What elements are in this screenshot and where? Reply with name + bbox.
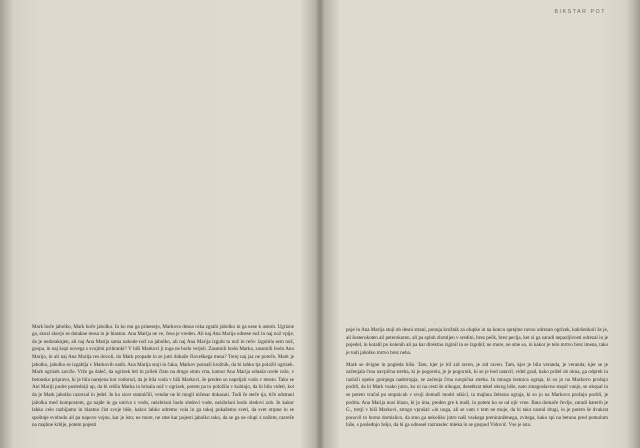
paragraph: Mark se dvigne in pogleda hišo. Tam, kjer je bil zid raven, je zid raven. Tam, kjer je bila veranda, je veranda; kjer se je začenjala črna navpična streha, ki je pogorela, je je pogornik, ki se je bod ustavil, videl grad, kako prišel ob okna, ga odpreh in razloži opeko gornjega nadstropja, se začenja črna navpična streha. In mnoga lestnica ograja, ki so jo na Markovo prošnjo podrli, da bi Mark vsako jutro, ko ni na cesti še nikogar, desetkrat tekel okrog hiše, nato zmagoslavno stopil vanjo, se okopal in se potem vračal po stopnicah v svoji domači modri nikici, ta majhna železna ograja, ki so jo na Markovo prošnjo podrli, je podrta. Ana Marija nosi blazo, ki jo ima, preden gre k mašl, in potem ko se od njir vrne. Bata domače čevlje, zaradi katerih je G., tretji v hiši Markovi, strogo vprašal: »in noga, ali se vam v tem ne moje, da bi tako nostal drugi, in je potem še dvakrat ponovil to borno domislico, da smo ga nekoliko jutro naši vsakega preniranženega, zvitega, kako spi na betonu pred pomolom hiše, s poslednjo željo, da bi ga odnesel razrnaslec mleka in se gospod Vidovič. Vse je isto. (346, 361, 608, 429)
page-edge-shadow-left (0, 0, 14, 448)
paragraph: Mark hoče jabolko, Mark hoče jabolko. In ko mu ga prinesejo, Markova desna roka zgrabi jabolko in ga nese k ustom. Ugrizne ga, skozi skorjo se dotakne mesa in je hlastno. Ana Marija ne ve, česa je vreden. Ali naj Ana Marija odnese nož in naj nož vpije, da je nedotaknjen, ali naj Ana Marija sama nabode nož na jabolko, ali naj Ana Marija izgubi ta nož in reče: izgubila sem nož, gospa, in naj kupi novega s svojimi prihranki? V hiši Markovi ji toga ne bodo verjeli. Zasumili bodo Marka, zasumili bodo Ano Marijo, in ali naj Ana Marija res dovoli, da Mark propade in se jutri dokaže človeškega mesa? Torej naj jaz ne poreče, Mark je jabolko, jabolko se izgablja v Markovih ustih. Ana Marija stoji in čaka, Markov pomaši krožnik, da bi lahko tja položil ogrizek. Mark ogrizek zavrže. Vrže ga daleč, da ogrizek leti in prileti čisto na drugo stran vrta, kamor Ana Marija odnaša uvele rože, v betonsko pripravo, ki je bila narejena kot vodorod, da je bila voda v hiši Markovi, še preden so napeljali vodo v mesto. Tako se Ani Mariji podre posledniji up, da bi rešila Marka in brisala nož v ogrizek, potem pa to položila v kuhinjo, da bi bila videti, kot da je Mark jabolko razrezal in jedel. In ko sicer sumničili, vendar ne bi mogli ničesar dokazati. Tudi če steče tja, tiče odstrani jabolka med kompostom, ga najde in ga umiva z vodo, neizbrisni bodo sledovi vode, neizbrisni bodo sledovi zob. In kakor lahko celo razbijamo in hlastno čist svoje hiše, kakor lahko odremo vola in ga takoj pokažemo sveti, da svet otrpne in se spoštuje svobodo ali pa napove vojno, kar je isto; ne more, ne sme kar pojesti jabolko tako, da se ga ne olupi z nožem, razreže na majhne krhlje, potem pojesti (32, 323, 294, 429)
page-right-textblock (346, 327, 608, 430)
page-edge-shadow-right (626, 0, 640, 448)
running-head: BIKSTAR POT (554, 9, 606, 15)
page-right (320, 0, 640, 448)
page-left-textblock (32, 324, 294, 430)
paragraph: poje in Ana Marija stoji ob desni strani, ponuja krožnik za olupke in na koncu sprejme ravno odrezan ogrizek, kakršenkoli že je, ali šesterokoten ali peterokoten, ali pa sploh zlomljen v sredini, brez pečk, brez peclja, ker si ga zaradi nepazljivosti odrezal in je pojedel, in kotalil po kolenih ali pa kar direktno izginil in se izgubil; ne more, ne sme so, in kakor je telo mrtvo brez imena, tako je tudi jabolko mrtvo brez neba. (346, 327, 608, 357)
